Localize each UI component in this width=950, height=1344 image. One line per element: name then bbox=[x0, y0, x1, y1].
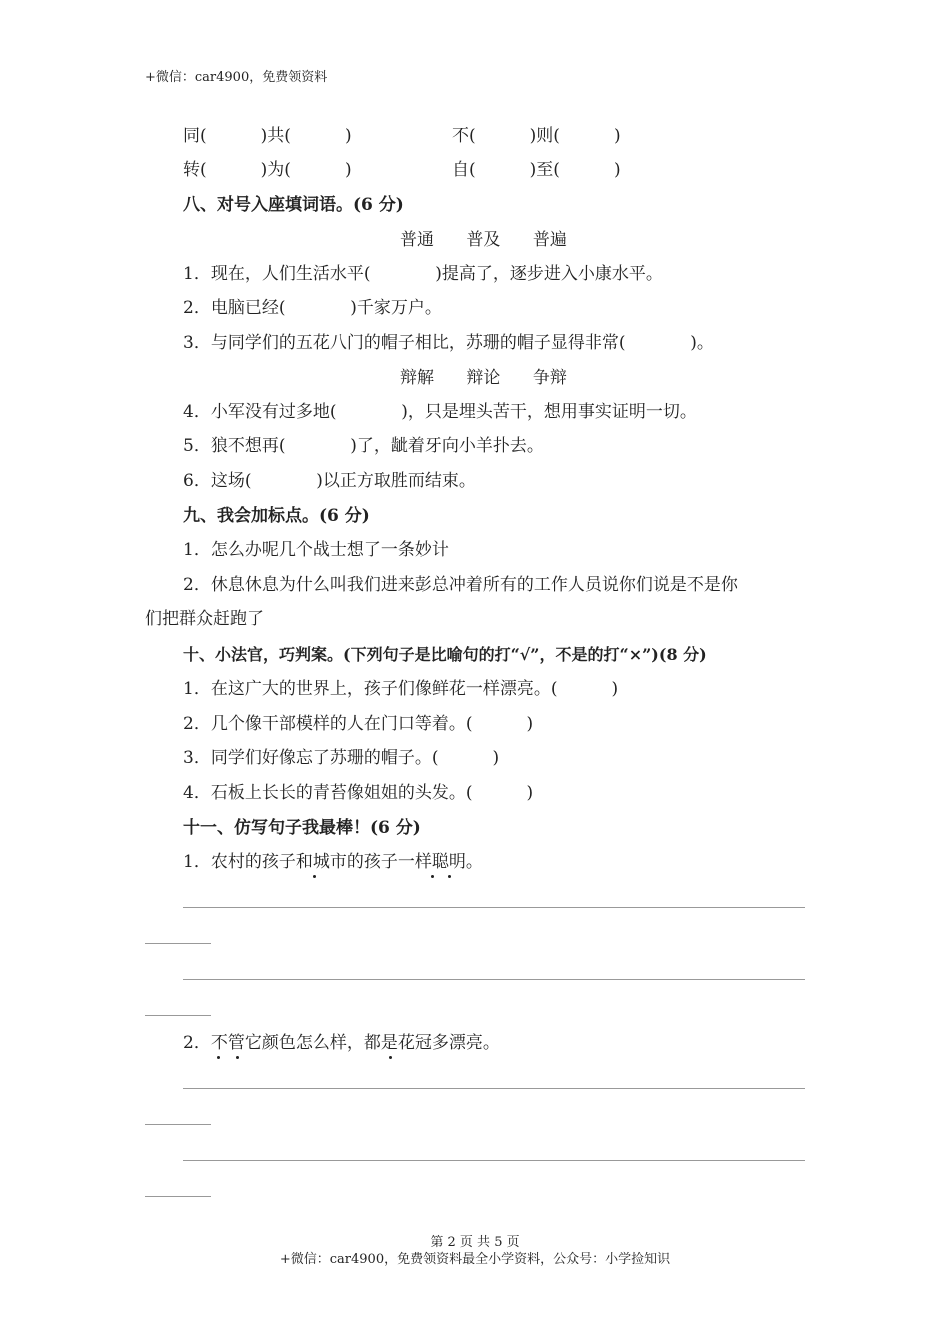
s10-question-3: 3．同学们好像忘了苏珊的帽子。( ) bbox=[183, 748, 500, 768]
answer-line bbox=[183, 1160, 805, 1161]
s10-question-2: 2．几个像干部模样的人在门口等着。( ) bbox=[183, 714, 534, 734]
answer-line-continuation bbox=[145, 1015, 211, 1016]
answer-line-continuation bbox=[145, 943, 211, 944]
word-fill-row-1-left: 同( )共( ) bbox=[183, 126, 352, 146]
word-fill-row-2-right: 自( )至( ) bbox=[452, 160, 621, 180]
s8-question-1: 1．现在，人们生活水平( )提高了，逐步进入小康水平。 bbox=[183, 264, 663, 284]
s10-question-1: 1．在这广大的世界上，孩子们像鲜花一样漂亮。( ) bbox=[183, 679, 619, 699]
s11-question-1: 1．农村的孩子和城市的孩子一样聪明。 bbox=[183, 852, 483, 872]
emphasis-dot bbox=[431, 875, 434, 878]
footer-note: +微信：car4900，免费领资料最全小学资料，公众号：小学捡知识 bbox=[279, 1252, 671, 1267]
section-10-title: 十、小法官，巧判案。(下列句子是比喻句的打“√”，不是的打“×”)(8 分) bbox=[183, 645, 707, 664]
word-fill-row-1-right: 不( )则( ) bbox=[452, 126, 621, 146]
answer-line-continuation bbox=[145, 1196, 211, 1197]
word-bank-1: 普通 普及 普遍 bbox=[400, 230, 567, 250]
s9-question-2-line-1: 2．休息休息为什么叫我们进来彭总冲着所有的工作人员说你们说是不是你 bbox=[183, 575, 738, 595]
s11-question-2: 2．不管它颜色怎么样，都是花冠多漂亮。 bbox=[183, 1033, 500, 1053]
section-11-title: 十一、仿写句子我最棒！(6 分) bbox=[183, 818, 421, 838]
s8-question-5: 5．狼不想再( )了，龇着牙向小羊扑去。 bbox=[183, 436, 544, 456]
word-fill-row-2-left: 转( )为( ) bbox=[183, 160, 352, 180]
answer-line-continuation bbox=[145, 1124, 211, 1125]
answer-line bbox=[183, 907, 805, 908]
emphasis-dot bbox=[389, 1056, 392, 1059]
header-note: +微信：car4900，免费领资料 bbox=[145, 70, 328, 85]
s10-question-4: 4．石板上长长的青苔像姐姐的头发。( ) bbox=[183, 783, 534, 803]
word-bank-2: 辩解 辩论 争辩 bbox=[400, 368, 567, 388]
section-9-title: 九、我会加标点。(6 分) bbox=[183, 506, 370, 526]
emphasis-dot bbox=[448, 875, 451, 878]
answer-line bbox=[183, 1088, 805, 1089]
s9-question-2-line-2: 们把群众赶跑了 bbox=[145, 609, 264, 629]
section-8-title: 八、对号入座填词语。(6 分) bbox=[183, 195, 404, 215]
s8-question-6: 6．这场( )以正方取胜而结束。 bbox=[183, 471, 476, 491]
s8-question-3: 3．与同学们的五花八门的帽子相比，苏珊的帽子显得非常( )。 bbox=[183, 333, 714, 353]
s8-question-2: 2．电脑已经( )千家万户。 bbox=[183, 298, 442, 318]
page-number: 第 2 页 共 5 页 bbox=[430, 1235, 520, 1250]
answer-line bbox=[183, 979, 805, 980]
emphasis-dot bbox=[313, 875, 316, 878]
s8-question-4: 4．小军没有过多地( )，只是埋头苦干，想用事实证明一切。 bbox=[183, 402, 697, 422]
s9-question-1: 1．怎么办呢几个战士想了一条妙计 bbox=[183, 540, 449, 560]
emphasis-dot bbox=[236, 1056, 239, 1059]
emphasis-dot bbox=[217, 1056, 220, 1059]
